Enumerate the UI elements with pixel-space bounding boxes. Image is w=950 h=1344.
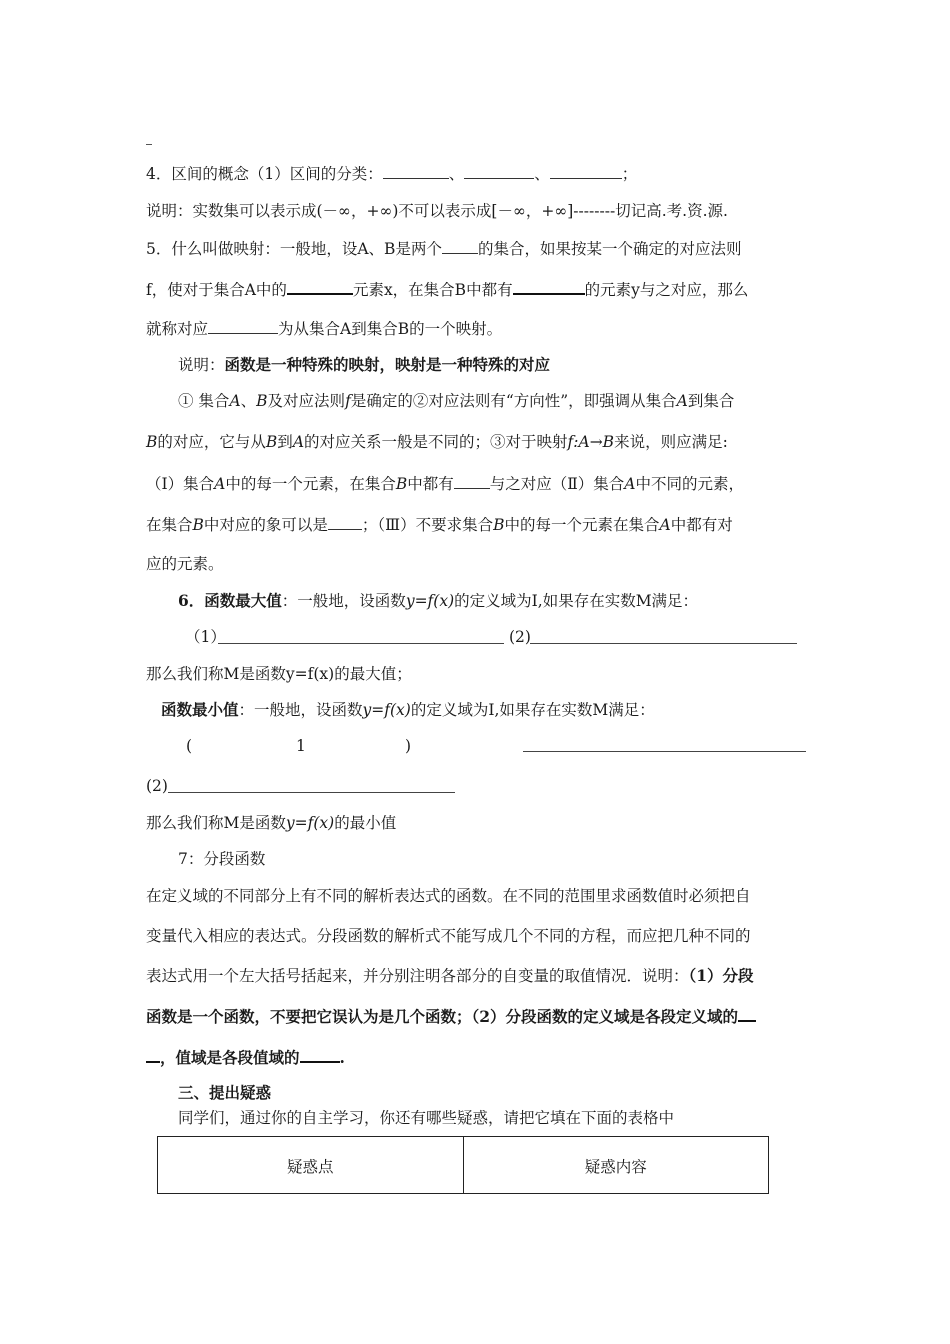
min-value-definition: 函数最小值：一般地，设函数y=f(x)的定义域为I,如果存在实数M满足： <box>161 700 655 719</box>
min-item-1-open: ( <box>186 737 193 755</box>
doubt-content-header: 疑惑内容 <box>463 1137 769 1194</box>
mapping-condition-2: 在集合B中对应的象可以是 ；（Ⅲ）不要求集合B中的每一个元素在集合A中都有对 <box>146 516 733 534</box>
min-item-1-blank <box>523 751 806 752</box>
blank <box>513 278 585 295</box>
mapping-condition-1: （Ⅰ）集合A中的每一个元素，在集合B中都有 与之对应（Ⅱ）集合A中不同的元素， <box>146 475 745 493</box>
piecewise-title: 7：分段函数 <box>178 850 266 868</box>
blank <box>550 163 622 179</box>
section-5-line-2: f，使对于集合A中的 元素x，在集合B中都有 的元素y与之对应，那么 <box>146 278 748 300</box>
blank <box>738 1005 756 1022</box>
table-row <box>158 1137 769 1194</box>
doubts-heading: 三、提出疑惑 <box>178 1083 272 1102</box>
min-item-1-number: 1 <box>296 737 306 755</box>
min-item-2-label: (2) <box>146 777 168 795</box>
blank <box>464 163 534 179</box>
top-mark <box>146 144 152 145</box>
max-item-1-label: （1） <box>185 628 226 646</box>
piecewise-line-3: 表达式用一个左大括号括起来，并分别注明各部分的自变量的取值情况．说明：（1）分段 <box>146 966 754 985</box>
section-4-note: 说明：实数集可以表示成(－∞，+∞)不可以表示成[－∞，+∞]--------切记高.考.资.源. <box>146 202 728 220</box>
min-item-1-close: ) <box>405 737 412 755</box>
max-item-2-label: (2) <box>509 628 531 646</box>
mapping-point-1: ① 集合A、B及对应法则f是确定的②对应法则有“方向性”，即强调从集合A到集合 <box>178 392 735 410</box>
blank <box>454 473 490 489</box>
min-value-conclusion: 那么我们称M是函数y=f(x)的最小值 <box>146 814 397 832</box>
doubts-intro: 同学们，通过你的自主学习，你还有哪些疑惑，请把它填在下面的表格中 <box>178 1109 675 1127</box>
piecewise-line-4: 函数是一个函数，不要把它误认为是几个函数；（2）分段函数的定义域是各段定义域的 <box>146 1005 756 1027</box>
min-item-2-blank <box>168 792 455 793</box>
doubts-table <box>157 1136 769 1194</box>
piecewise-line-5: ，值域是各段值域的 . <box>146 1046 345 1068</box>
max-item-1-blank <box>218 643 504 644</box>
section-5-line-1: 5．什么叫做映射：一般地，设A、B是两个 的集合，如果按某一个确定的对应法则 <box>146 240 742 258</box>
piecewise-line-1: 在定义域的不同部分上有不同的解析表达式的函数。在不同的范围里求函数值时必须把自 <box>146 887 751 905</box>
mapping-point-2: B的对应，它与从B到A的对应关系一般是不同的；③对于映射f:A→B来说，则应满足: <box>146 433 728 451</box>
mapping-note: 说明：函数是一种特殊的映射，映射是一种特殊的对应 <box>178 355 551 374</box>
blank <box>383 163 449 179</box>
blank <box>442 238 478 254</box>
max-item-2-blank <box>530 643 797 644</box>
section-5-line-3: 就称对应 为从集合A到集合B的一个映射。 <box>146 320 503 338</box>
blank <box>208 318 278 334</box>
blank <box>300 1046 340 1063</box>
blank <box>328 514 362 530</box>
blank <box>146 1046 160 1063</box>
section-4-line: 4．区间的概念（1）区间的分类： 、 、 ； <box>146 165 638 183</box>
mapping-condition-end: 应的元素。 <box>146 555 224 573</box>
doubt-point-header: 疑惑点 <box>158 1137 464 1194</box>
piecewise-line-2: 变量代入相应的表达式。分段函数的解析式不能写成几个不同的方程，而应把几种不同的 <box>146 927 751 945</box>
max-value-conclusion: 那么我们称M是函数y=f(x)的最大值； <box>146 665 412 683</box>
max-value-definition: 6．函数最大值：一般地，设函数y=f(x)的定义域为I,如果存在实数M满足： <box>178 591 699 610</box>
blank <box>287 278 353 295</box>
